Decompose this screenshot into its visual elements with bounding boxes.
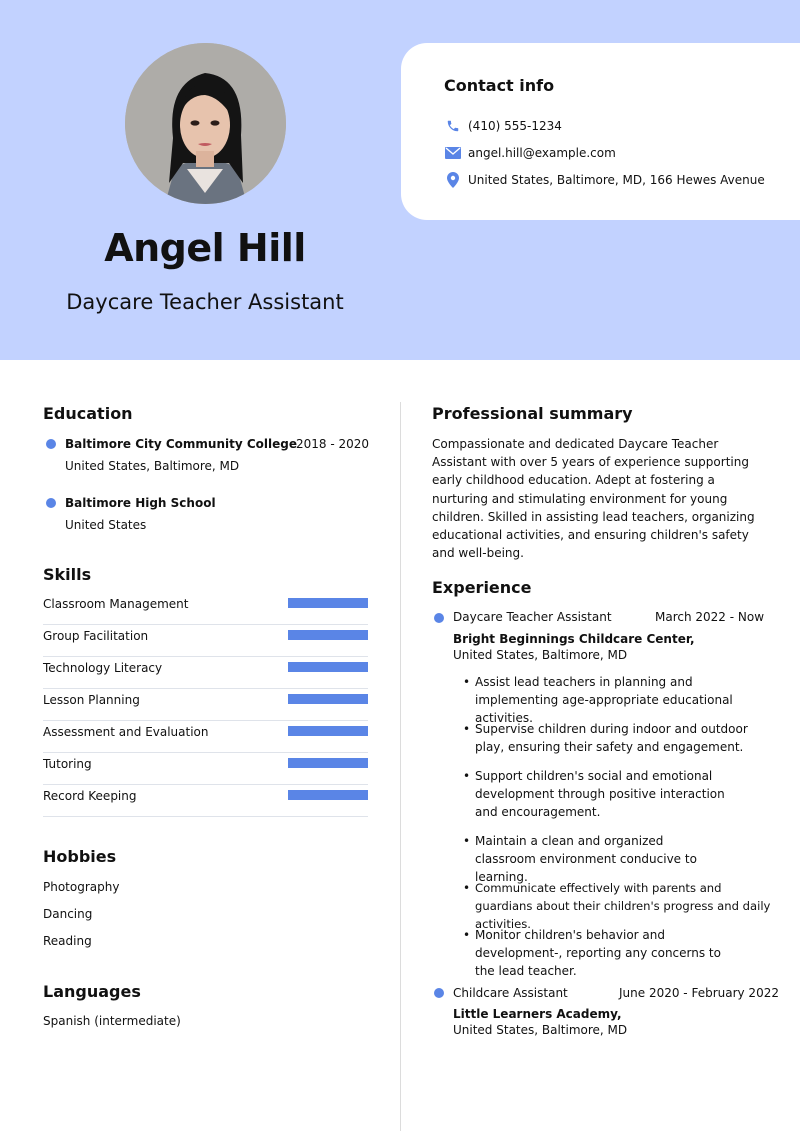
contact-card — [401, 43, 800, 220]
skill-level-bar — [288, 662, 368, 672]
summary-title: Professional summary — [432, 404, 633, 423]
skill-level-bar — [288, 694, 368, 704]
person-name: Angel Hill — [104, 226, 306, 270]
education-location: United States, Baltimore, MD — [65, 459, 240, 473]
skill-name: Classroom Management — [43, 597, 189, 611]
skill-level-bar — [288, 630, 368, 640]
skill-name: Tutoring — [43, 757, 92, 771]
job-location: United States, Baltimore, MD — [453, 1023, 628, 1037]
contact-title: Contact info — [444, 76, 555, 95]
job-dates: March 2022 - Now — [655, 610, 765, 624]
task-bullet: • — [463, 928, 471, 942]
education-bullet — [46, 439, 56, 449]
job-task-text: Supervise children during indoor and outdoor play, ensuring their safety and engagement. — [475, 722, 748, 754]
hobbies-title: Hobbies — [43, 847, 117, 866]
education-school: Baltimore High School — [65, 496, 216, 510]
skill-name: Lesson Planning — [43, 693, 140, 707]
experience-bullet — [434, 988, 444, 998]
education-title: Education — [43, 404, 133, 423]
skill-row — [43, 784, 368, 817]
skills-title: Skills — [43, 565, 92, 584]
task-bullet: • — [463, 881, 471, 895]
skill-row — [43, 656, 368, 689]
column-divider — [400, 402, 401, 1131]
skill-level-bar — [288, 758, 368, 768]
skill-level-bar — [288, 790, 368, 800]
task-bullet: • — [463, 769, 471, 783]
contact-phone-row — [444, 116, 562, 136]
education-school: Baltimore City Community College — [65, 437, 297, 451]
job-task-text: Maintain a clean and organized classroom environment conducive to learning. — [475, 834, 697, 884]
email-icon — [444, 144, 462, 162]
task-bullet: • — [463, 834, 471, 848]
contact-address-row — [444, 170, 765, 190]
job-role: Childcare Assistant — [453, 986, 568, 1000]
education-years: 2018 - 2020 — [296, 437, 370, 451]
hobby-item: Reading — [43, 934, 92, 948]
education-location: United States — [65, 518, 147, 532]
profile-portrait-icon — [125, 43, 286, 204]
skill-row — [43, 688, 368, 721]
job-task-text: Support children's social and emotional development through positive interaction and encouragement. — [475, 769, 725, 819]
person-job-title: Daycare Teacher Assistant — [66, 290, 344, 314]
skill-name: Assessment and Evaluation — [43, 725, 209, 739]
location-pin-icon — [444, 171, 462, 189]
job-task-text: Communicate effectively with parents and guardians about their children's progress and daily activities. — [475, 881, 771, 931]
skill-row — [43, 592, 368, 625]
skill-row — [43, 752, 368, 785]
skill-level-bar — [288, 598, 368, 608]
skill-row — [43, 624, 368, 657]
experience-title: Experience — [432, 578, 532, 597]
skill-row — [43, 720, 368, 753]
job-role: Daycare Teacher Assistant — [453, 610, 612, 624]
job-task-text: Assist lead teachers in planning and implementing age-appropriate educational activities. — [475, 675, 733, 725]
profile-photo — [125, 43, 286, 204]
job-location: United States, Baltimore, MD — [453, 648, 628, 662]
hobby-item: Dancing — [43, 907, 93, 921]
contact-phone[interactable]: (410) 555-1234 — [468, 119, 562, 133]
skill-level-bar — [288, 726, 368, 736]
skill-name: Group Facilitation — [43, 629, 149, 643]
summary-text: Compassionate and dedicated Daycare Teacher Assistant with over 5 years of experience supporting early childhood education. Adept at fostering a nurturing and stimulating environment for young children. Skilled in assisting lead teachers, organizing educational activities, and ensuring children's safety and well-being. — [432, 437, 755, 561]
experience-bullet — [434, 613, 444, 623]
job-company: Bright Beginnings Childcare Center, — [453, 632, 695, 646]
skill-name: Record Keeping — [43, 789, 137, 803]
languages-title: Languages — [43, 982, 141, 1001]
task-bullet: • — [463, 722, 471, 736]
education-bullet — [46, 498, 56, 508]
skill-name: Technology Literacy — [43, 661, 163, 675]
job-dates: June 2020 - February 2022 — [619, 986, 779, 1000]
contact-address: United States, Baltimore, MD, 166 Hewes Avenue — [468, 173, 765, 187]
task-bullet: • — [463, 675, 471, 689]
job-company: Little Learners Academy, — [453, 1007, 622, 1021]
contact-email-row — [444, 143, 616, 163]
language-item: Spanish (intermediate) — [43, 1014, 181, 1028]
hobby-item: Photography — [43, 880, 120, 894]
job-task-text: Monitor children's behavior and development-, reporting any concerns to the lead teacher. — [475, 928, 721, 978]
phone-icon — [444, 117, 462, 135]
contact-email[interactable]: angel.hill@example.com — [468, 146, 616, 160]
